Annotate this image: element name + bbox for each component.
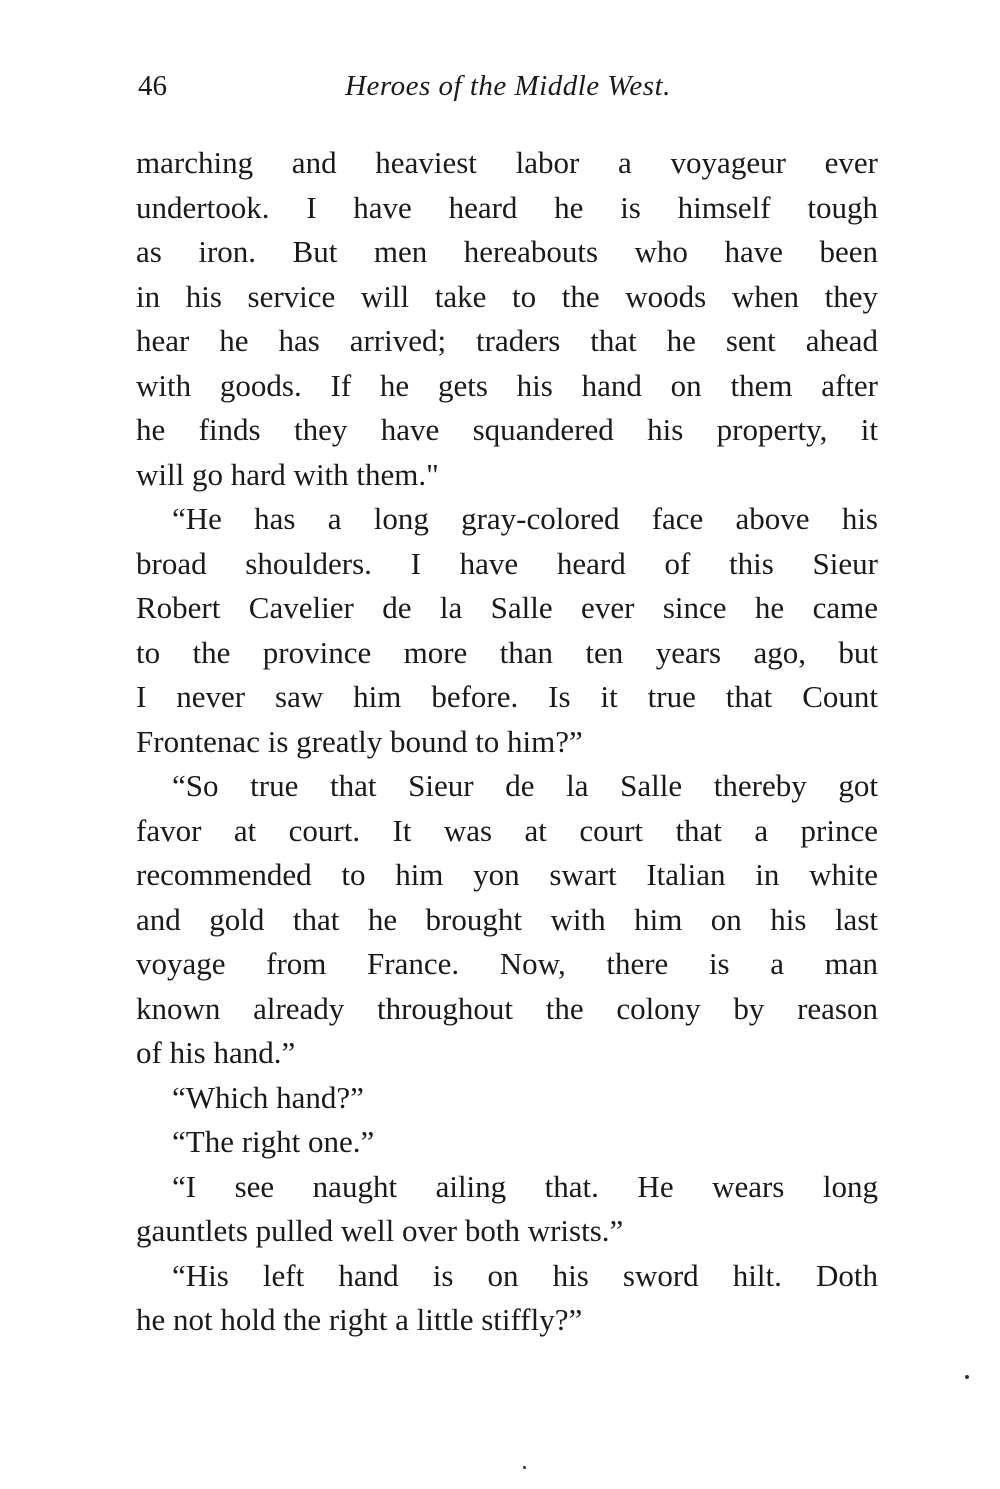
text-line: with goods. If he gets his hand on them after (136, 367, 878, 403)
text-line: marching and heaviest labor a voyageur ever (136, 145, 878, 180)
text-line: in his service will take to the woods when they (136, 278, 878, 314)
text-line: “I see naught ailing that. He wears long (172, 1168, 878, 1204)
page-number: 46 (138, 70, 167, 102)
text-line: broad shoulders. I have heard of this Sieur (136, 545, 878, 581)
text-line: hear he has arrived; traders that he sent ahead (136, 323, 878, 358)
text-line: he finds they have squandered his property, it (136, 412, 878, 447)
text-line: recommended to him yon swart Italian in white (136, 857, 878, 892)
scan-speck (523, 1466, 526, 1469)
text-line: he not hold the right a little stiffly?” (136, 1302, 583, 1337)
text-line: known already throughout the colony by reason (136, 990, 878, 1026)
text-line: “His left hand is on his sword hilt. Doth (172, 1257, 878, 1293)
text-line: “So true that Sieur de la Salle thereby got (172, 768, 878, 803)
text-line: voyage from France. Now, there is a man (136, 946, 878, 981)
text-line: gauntlets pulled well over both wrists.” (136, 1213, 624, 1248)
text-line: and gold that he brought with him on his last (136, 901, 878, 937)
page-header (138, 70, 878, 110)
scan-speck (965, 1375, 969, 1379)
text-line: Frontenac is greatly bound to him?” (136, 723, 583, 759)
text-line: undertook. I have heard he is himself tough (136, 189, 878, 225)
running-title: Heroes of the Middle West. (345, 70, 671, 102)
text-line: will go hard with them." (136, 456, 439, 492)
text-line: to the province more than ten years ago, but (136, 634, 878, 670)
text-line: “Which hand?” (172, 1079, 364, 1115)
text-line: favor at court. It was at court that a prince (136, 812, 878, 848)
text-line: “The right one.” (172, 1124, 375, 1159)
text-line: “He has a long gray-colored face above his (172, 501, 878, 536)
text-line: I never saw him before. Is it true that Count (136, 679, 878, 714)
text-line: Robert Cavelier de la Salle ever since he came (136, 590, 878, 625)
text-line: of his hand.” (136, 1035, 296, 1070)
text-line: as iron. But men hereabouts who have been (136, 234, 878, 269)
body-text (136, 141, 878, 1343)
